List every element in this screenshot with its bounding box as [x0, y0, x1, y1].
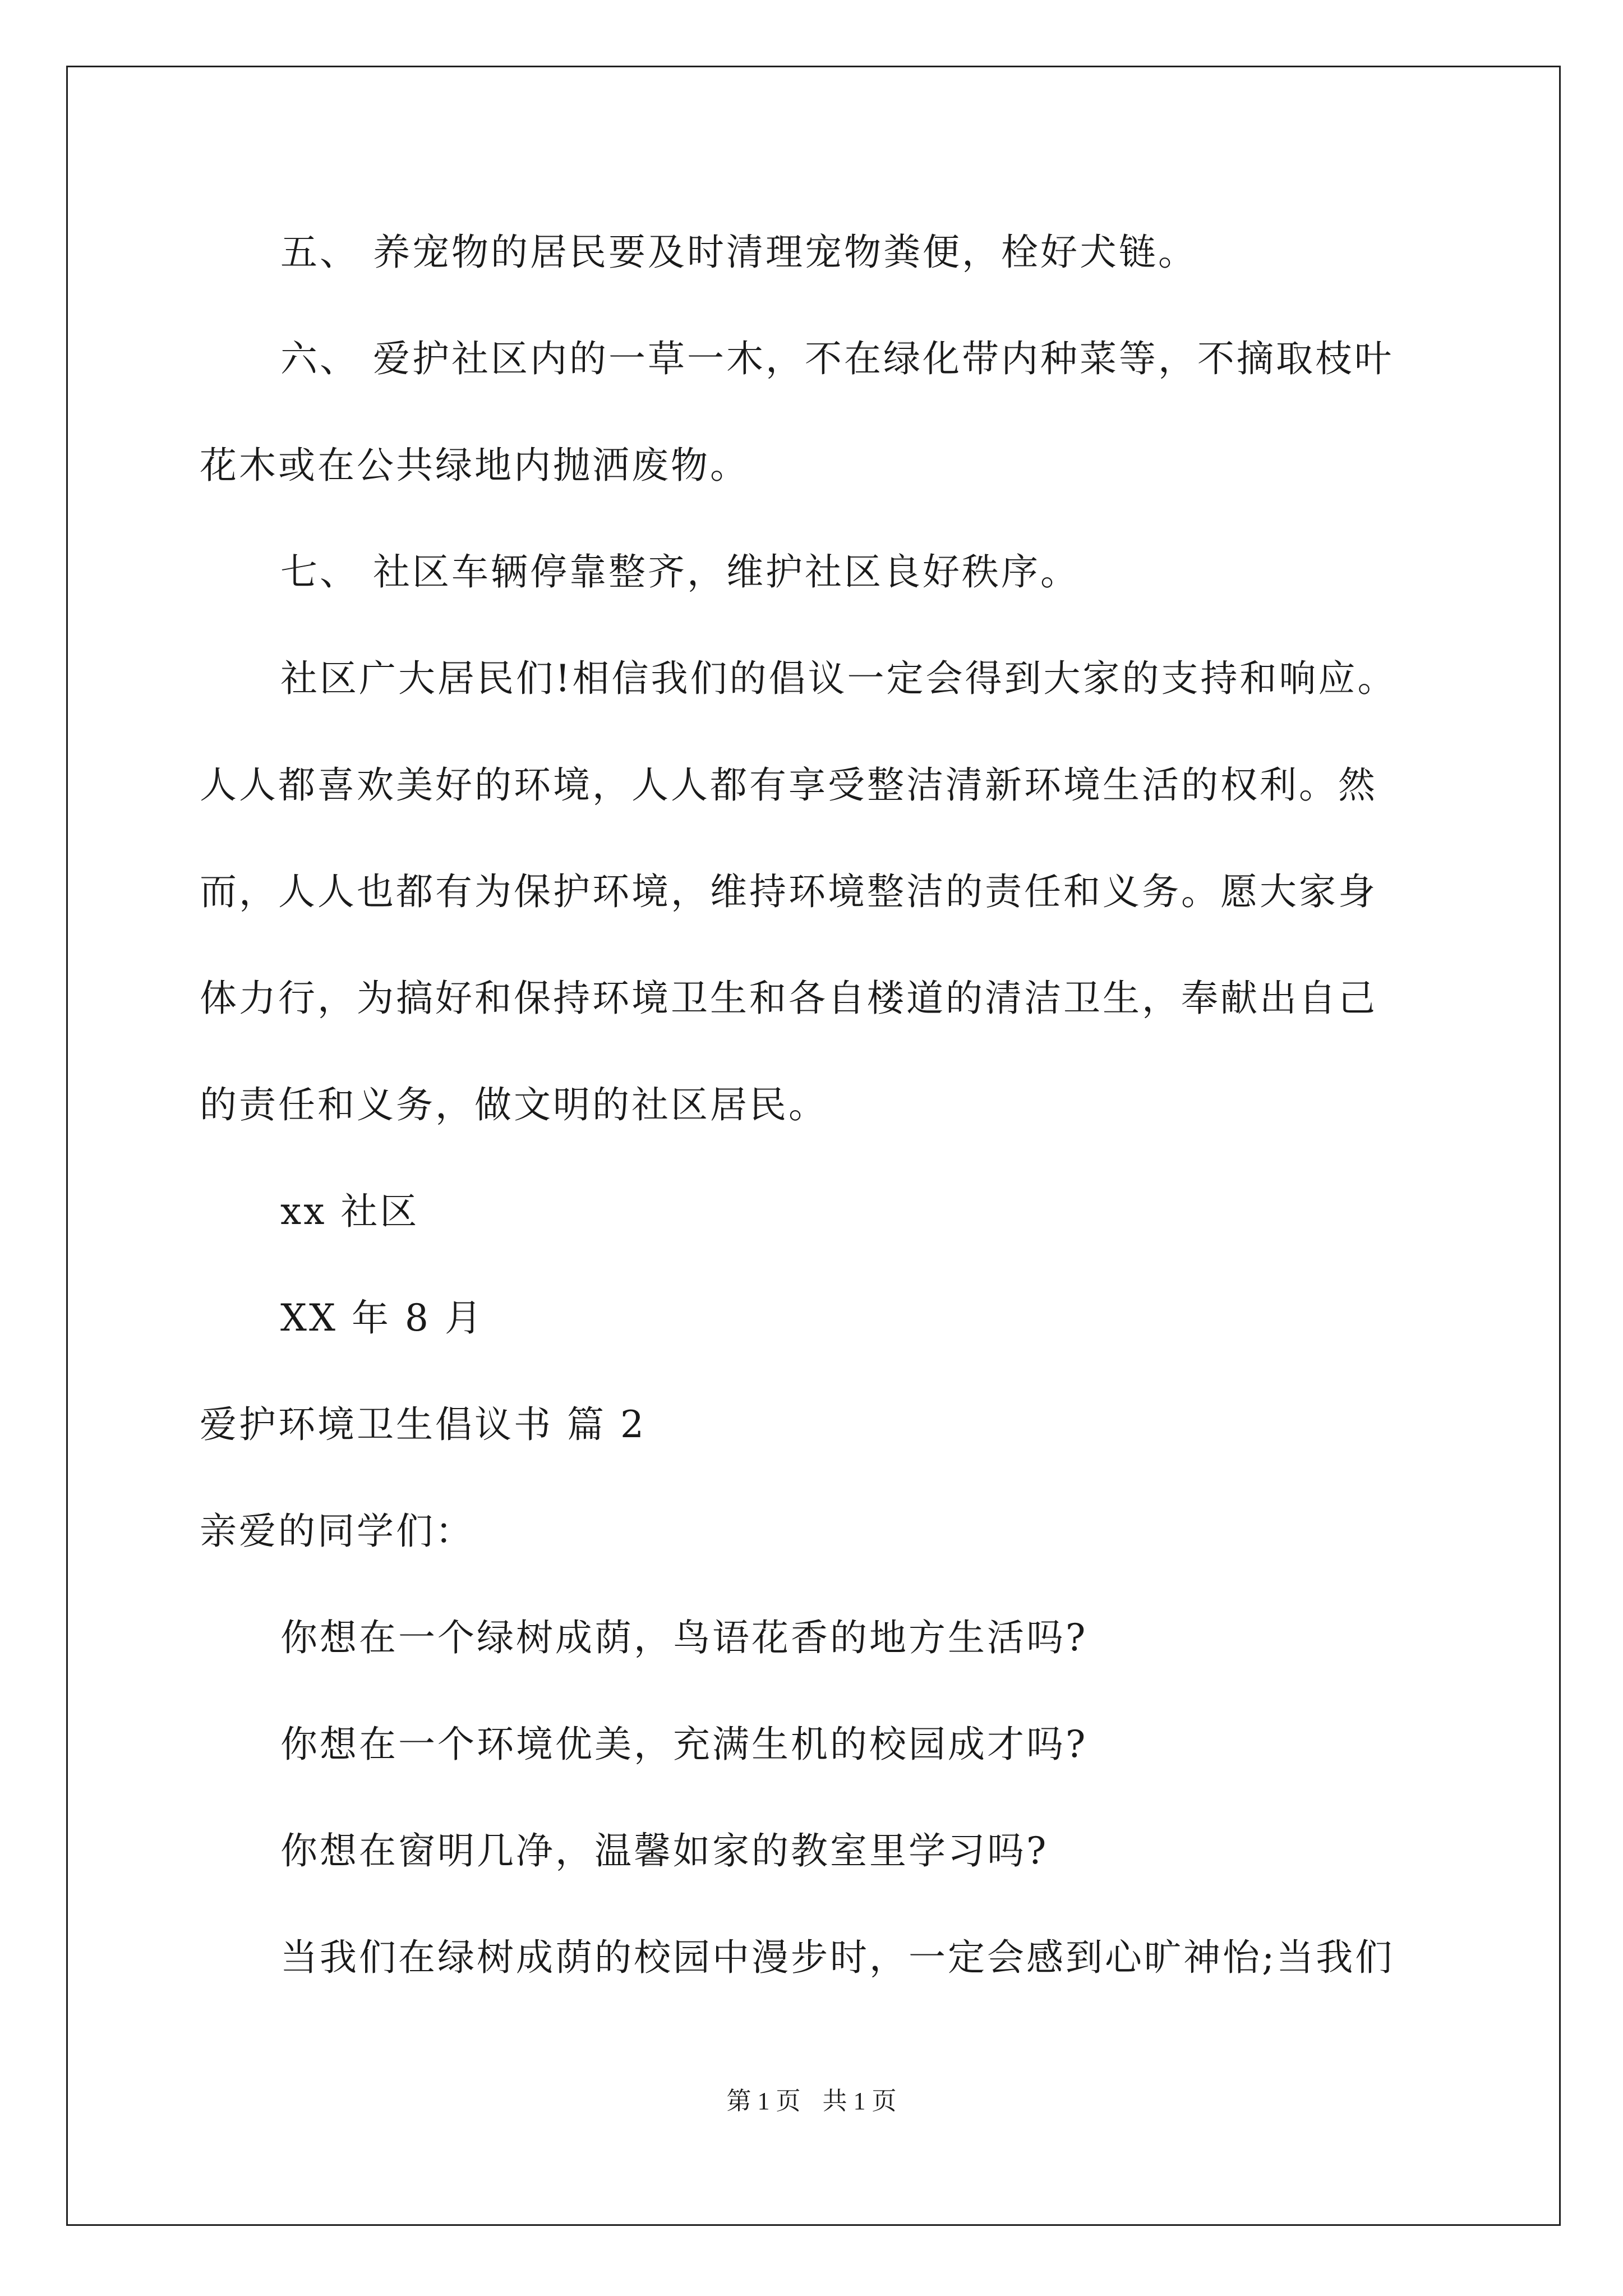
- paragraph-appeal-line-5: 的责任和义务，做文明的社区居民。: [200, 1083, 828, 1126]
- page-border: [66, 66, 1561, 2226]
- paragraph-appeal-line-3: 而，人人也都有为保护环境，维持环境整洁的责任和义务。愿大家身: [200, 870, 1377, 913]
- page-footer: [0, 2086, 1623, 2117]
- question-2: 你想在一个环境优美，充满生机的校园成才吗?: [280, 1723, 1088, 1766]
- paragraph-item-5: 五、 养宠物的居民要及时清理宠物粪便，栓好犬链。: [280, 231, 1197, 274]
- question-1: 你想在一个绿树成荫，鸟语花香的地方生活吗?: [280, 1616, 1088, 1659]
- section-title: 爱护环境卫生倡议书 篇 2: [200, 1403, 646, 1446]
- paragraph-appeal-line-4: 体力行，为搞好和保持环境卫生和各自楼道的清洁卫生，奉献出自己: [200, 977, 1377, 1020]
- paragraph-item-6-line-2: 花木或在公共绿地内抛洒废物。: [200, 444, 749, 487]
- paragraph-appeal-line-1: 社区广大居民们!相信我们的倡议一定会得到大家的支持和响应。: [280, 657, 1397, 700]
- signature-community: xx 社区: [280, 1190, 419, 1233]
- page-number: 第 1 页: [726, 2087, 801, 2115]
- paragraph-item-6-line-1: 六、 爱护社区内的一草一木，不在绿化带内种菜等，不摘取枝叶: [280, 337, 1394, 380]
- salutation: 亲爱的同学们：: [200, 1510, 474, 1553]
- question-3: 你想在窗明几净，温馨如家的教室里学习吗?: [280, 1829, 1049, 1872]
- signature-date: XX 年 8 月: [280, 1296, 484, 1340]
- paragraph-appeal-line-2: 人人都喜欢美好的环境，人人都有享受整洁清新环境生活的权利。然: [200, 763, 1377, 807]
- paragraph-item-7: 七、 社区车辆停靠整齐，维护社区良好秩序。: [280, 550, 1080, 593]
- paragraph-walk-line-1: 当我们在绿树成荫的校园中漫步时，一定会感到心旷神怡;当我们: [280, 1936, 1395, 1979]
- page-total: 共 1 页: [822, 2087, 897, 2115]
